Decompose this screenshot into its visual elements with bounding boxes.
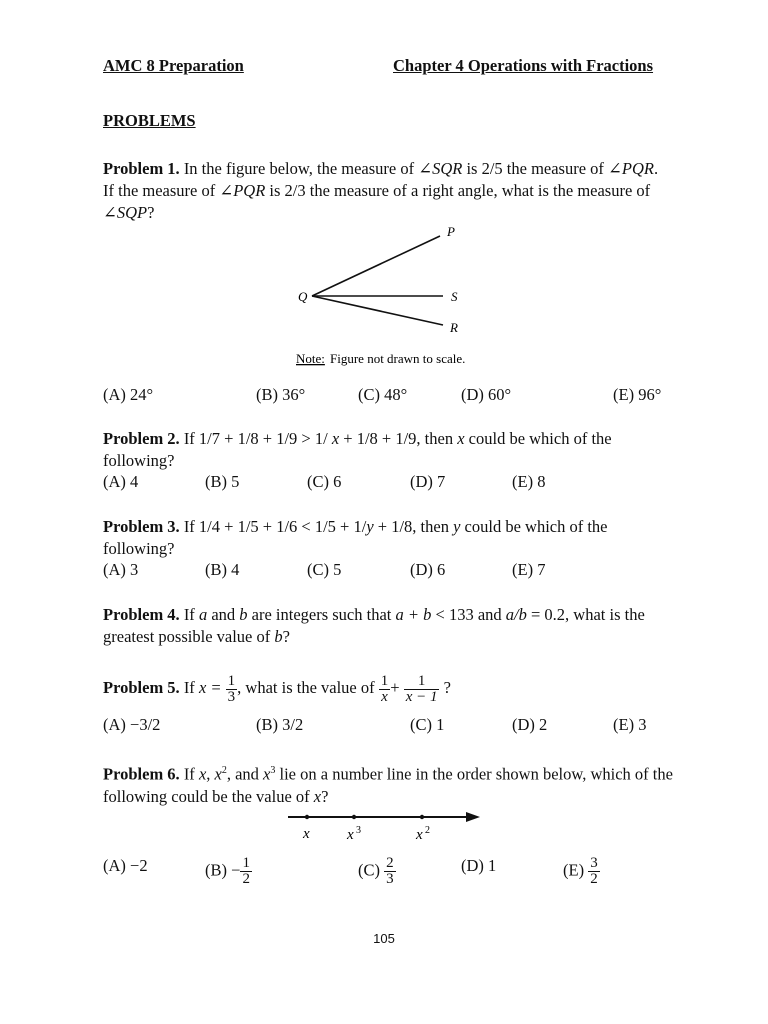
- number-line: [280, 808, 490, 848]
- problem-6-text: Problem 6. If x, $x^2$, and $x^3$ lie on a number line in the order shown below, which of the following could be the value of x?: [103, 764, 673, 806]
- choice-a: (A) −3/2: [103, 715, 161, 734]
- problem-1-text: Problem 1. In the figure below, the measure of ∠SQR is 2/5 the measure of ∠PQR. If the measure of ∠PQR is 2/3 the measure of a right angle, what is the measure of ∠SQP?: [103, 159, 659, 222]
- problem-5-label: Problem 5.: [103, 678, 180, 697]
- choice-b: (B) 4: [205, 560, 240, 579]
- choice-d: (D) 6: [410, 560, 446, 579]
- label-x-squared: x: [416, 827, 423, 843]
- problem-5-text: Problem 5. If x = $\frac{1}{3}$ , what is the value of $\frac{1}{x}$ + $\frac{1}{x - 1}$ ?: [103, 672, 451, 705]
- choice-b: (B) 5: [205, 472, 240, 491]
- choice-c: (C) 5: [307, 560, 342, 579]
- figure-note-label: Note:: [296, 351, 325, 366]
- label-x-cubed-exp: 3: [356, 825, 361, 836]
- problem-2-label: Problem 2.: [103, 429, 180, 448]
- label-s: S: [451, 289, 458, 304]
- problem-4-text: Problem 4. If a and b are integers such that a + b < 133 and a/b = 0.2, what is the greatest possible value of b?: [103, 605, 645, 646]
- problem-4-label: Problem 4.: [103, 605, 180, 624]
- problem-5-choices: [103, 715, 673, 737]
- choice-a: (A) 3: [103, 560, 139, 579]
- choice-c: (C) 48°: [358, 385, 408, 404]
- choice-c: (C) 6: [307, 472, 342, 491]
- problem-1-label: Problem 1.: [103, 159, 180, 178]
- point-x-squared: [420, 815, 424, 819]
- label-x: x: [303, 826, 310, 842]
- problem-3-choices: [103, 560, 673, 582]
- angle-figure: [280, 222, 480, 372]
- choice-b: (B) − $\frac{1}{2}$: [205, 855, 250, 887]
- choice-d: (D) 1: [461, 856, 497, 875]
- choice-a: (A) −2: [103, 856, 148, 875]
- choice-e: (E) 8: [512, 472, 546, 491]
- figure-note-text: Figure not drawn to scale.: [330, 351, 466, 366]
- label-p: P: [447, 224, 455, 239]
- label-q: Q: [298, 289, 308, 304]
- choice-d: (D) 60°: [461, 385, 512, 404]
- header-right: Chapter 4 Operations with Fractions: [393, 56, 654, 75]
- fraction-one-over-x-minus-one: $\frac{1}{x - 1}$: [405, 672, 438, 705]
- problem-1-choices: [103, 385, 673, 407]
- choice-c: (C) 1: [410, 715, 445, 734]
- choice-a: (A) 24°: [103, 385, 154, 404]
- problem-2-choices: [103, 472, 673, 494]
- problem-2-text: Problem 2. If 1/7 + 1/8 + 1/9 > 1/ x + 1/8 + 1/9, then x could be which of the following?: [103, 429, 612, 470]
- section-title: PROBLEMS: [103, 111, 196, 130]
- choice-e: (E) 7: [512, 560, 546, 579]
- problem-3-text: Problem 3. If 1/4 + 1/5 + 1/6 < 1/5 + 1/y + 1/8, then y could be which of the following?: [103, 517, 608, 558]
- problem-3-label: Problem 3.: [103, 517, 180, 536]
- fraction-one-third: $\frac{1}{3}$: [227, 672, 236, 705]
- ray-qp: [312, 236, 440, 296]
- fraction-one-over-x: $\frac{1}{x}$: [380, 672, 389, 705]
- number-line-arrow: [466, 812, 480, 822]
- problem-6-label: Problem 6.: [103, 764, 180, 784]
- choice-e: (E) 96°: [613, 385, 662, 404]
- ray-qr: [312, 296, 443, 325]
- problem-6-choices: [103, 846, 673, 886]
- choice-a: (A) 4: [103, 472, 139, 491]
- header-left: AMC 8 Preparation: [103, 56, 244, 75]
- label-x-squared-exp: 2: [425, 825, 430, 836]
- label-x-cubed: x: [347, 827, 354, 843]
- choice-b: (B) 3/2: [256, 715, 304, 734]
- choice-e: (E) $\frac{3}{2}$: [563, 855, 598, 887]
- choice-d: (D) 2: [512, 715, 548, 734]
- choice-d: (D) 7: [410, 472, 446, 491]
- page-number: 105: [373, 931, 395, 946]
- choice-b: (B) 36°: [256, 385, 306, 404]
- label-r: R: [450, 320, 458, 335]
- point-x-cubed: [352, 815, 356, 819]
- choice-e: (E) 3: [613, 715, 647, 734]
- point-x: [305, 815, 309, 819]
- choice-c: (C) $\frac{2}{3}$: [358, 855, 394, 887]
